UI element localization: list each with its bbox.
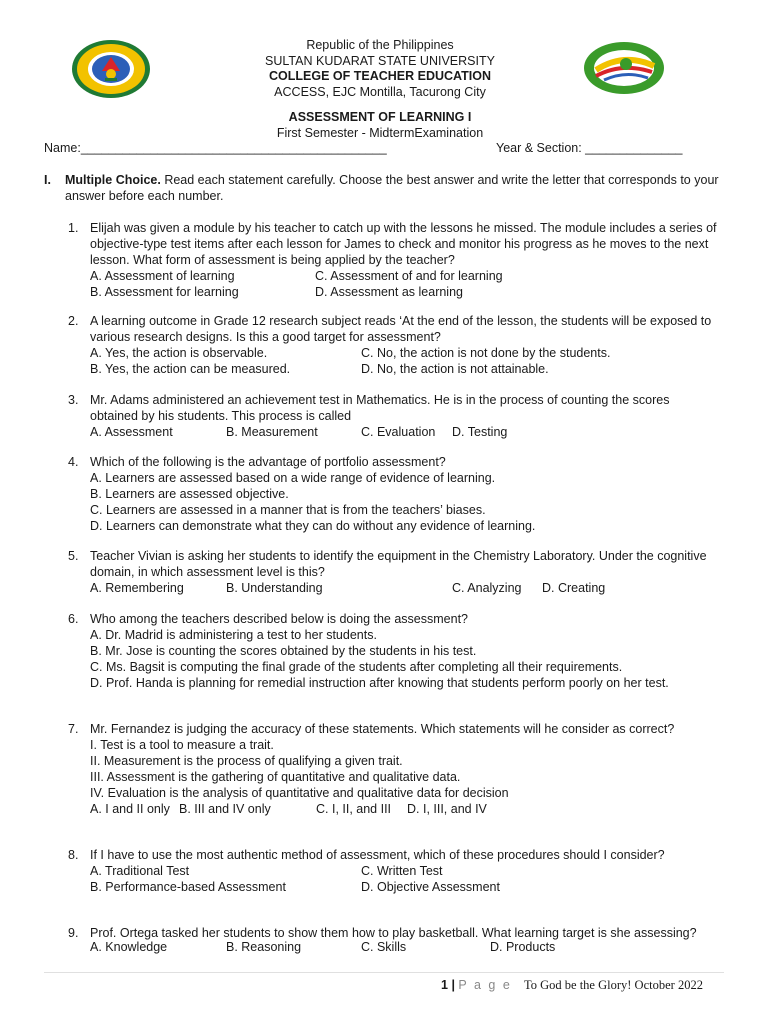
question-stem: If I have to use the most authentic method of assessment, which of these procedures should I consider? bbox=[90, 848, 665, 862]
college-logo bbox=[582, 40, 666, 96]
question-number: 2. bbox=[68, 314, 79, 328]
option-b[interactable]: B. III and IV only bbox=[179, 802, 271, 816]
option-a[interactable]: A. Dr. Madrid is administering a test to her students. bbox=[90, 628, 377, 642]
option-a[interactable]: A. I and II only bbox=[90, 802, 170, 816]
option-b[interactable]: B. Assessment for learning bbox=[90, 285, 239, 299]
question-stem: Prof. Ortega tasked her students to show them how to play basketball. What learning target is she assessing? bbox=[90, 926, 697, 940]
question-stem: Which of the following is the advantage of portfolio assessment? bbox=[90, 455, 446, 469]
statement-2: II. Measurement is the process of qualifying a given trait. bbox=[90, 754, 403, 768]
question-3 bbox=[68, 392, 718, 440]
statement-1: I. Test is a tool to measure a trait. bbox=[90, 738, 274, 752]
option-b[interactable]: B. Mr. Jose is counting the scores obtained by the students in his test. bbox=[90, 644, 477, 658]
option-c[interactable]: C. Ms. Bagsit is computing the final grade of the students after completing all their requirements. bbox=[90, 660, 623, 674]
question-number: 9. bbox=[68, 926, 79, 940]
option-d[interactable]: D. Objective Assessment bbox=[361, 880, 500, 894]
question-number: 6. bbox=[68, 612, 79, 626]
student-info-row bbox=[44, 141, 704, 155]
option-d[interactable]: D. Learners can demonstrate what they can do without any evidence of learning. bbox=[90, 519, 536, 533]
section-heading: Multiple Choice. bbox=[65, 173, 161, 187]
option-a[interactable]: A. Knowledge bbox=[90, 940, 168, 954]
question-stem: Who among the teachers described below is doing the assessment? bbox=[90, 612, 468, 626]
option-b[interactable]: B. Performance-based Assessment bbox=[90, 880, 286, 894]
option-c[interactable]: C. Skills bbox=[361, 940, 407, 954]
option-a[interactable]: A. Yes, the action is observable. bbox=[90, 346, 268, 360]
option-a[interactable]: A. Assessment bbox=[90, 425, 173, 439]
question-number: 4. bbox=[68, 455, 79, 469]
option-b[interactable]: B. Learners are assessed objective. bbox=[90, 487, 289, 501]
section-instructions-text: Read each statement carefully. Choose the best answer and write the letter that corresponds to your answer before each number. bbox=[65, 173, 719, 203]
question-stem: Elijah was given a module by his teacher to catch up with the lessons he missed. The module includes a series of objective-type test items after each lesson for James to check and monitor his progress as he moves to the next lesson. What form of assessment is being applied by the teacher? bbox=[90, 221, 717, 267]
option-d[interactable]: D. Testing bbox=[452, 425, 508, 439]
option-a[interactable]: A. Assessment of learning bbox=[90, 269, 235, 283]
question-1 bbox=[68, 220, 718, 300]
header-college: COLLEGE OF TEACHER EDUCATION bbox=[269, 69, 491, 83]
question-stem: Mr. Fernandez is judging the accuracy of these statements. Which statements will he consider as correct? bbox=[90, 722, 675, 736]
exam-title: ASSESSMENT OF LEARNING I bbox=[288, 110, 472, 124]
section-number: I. bbox=[44, 173, 51, 187]
question-stem: Teacher Vivian is asking her students to identify the equipment in the Chemistry Laboratory. Under the cognitive domain, in which assessment level is this? bbox=[90, 549, 707, 579]
option-d[interactable]: D. I, III, and IV bbox=[407, 802, 487, 816]
question-number: 3. bbox=[68, 393, 79, 407]
question-4 bbox=[68, 454, 718, 534]
option-c[interactable]: C. Evaluation bbox=[361, 425, 436, 439]
question-2 bbox=[68, 313, 718, 377]
year-section-field[interactable]: Year & Section: ______________ bbox=[496, 141, 683, 155]
footer-divider bbox=[44, 972, 724, 973]
question-number: 8. bbox=[68, 848, 79, 862]
name-field[interactable]: Name:____________________________________________ bbox=[44, 141, 387, 155]
option-b[interactable]: B. Yes, the action can be measured. bbox=[90, 362, 291, 376]
page-number: 1 bbox=[441, 978, 448, 992]
page-footer bbox=[441, 978, 741, 992]
option-c[interactable]: C. Learners are assessed in a manner that is from the teachers’ biases. bbox=[90, 503, 486, 517]
question-number: 5. bbox=[68, 549, 79, 563]
exam-subtitle: First Semester - MidtermExamination bbox=[276, 126, 484, 140]
option-a[interactable]: A. Remembering bbox=[90, 581, 184, 595]
option-c[interactable]: C. I, II, and III bbox=[316, 802, 392, 816]
option-a[interactable]: A. Traditional Test bbox=[90, 864, 190, 878]
page-word: P a g e bbox=[458, 978, 512, 992]
option-b[interactable]: B. Reasoning bbox=[226, 940, 302, 954]
option-b[interactable]: B. Understanding bbox=[226, 581, 323, 595]
option-c[interactable]: C. Assessment of and for learning bbox=[315, 269, 503, 283]
option-d[interactable]: D. Prof. Handa is planning for remedial instruction after knowing that students perform poorly on her test. bbox=[90, 676, 669, 690]
option-b[interactable]: B. Measurement bbox=[226, 425, 318, 439]
question-9 bbox=[68, 926, 718, 956]
option-d[interactable]: D. Products bbox=[490, 940, 556, 954]
option-c[interactable]: C. Analyzing bbox=[452, 581, 522, 595]
university-seal-logo bbox=[70, 38, 152, 100]
option-c[interactable]: C. Written Test bbox=[361, 864, 443, 878]
footer-motto: To God be the Glory! October 2022 bbox=[524, 978, 703, 992]
section-instructions bbox=[44, 172, 724, 204]
option-d[interactable]: D. Assessment as learning bbox=[315, 285, 463, 299]
option-a[interactable]: A. Learners are assessed based on a wide range of evidence of learning. bbox=[90, 471, 496, 485]
question-7 bbox=[68, 721, 718, 817]
exam-title-block bbox=[180, 109, 580, 141]
header-address: ACCESS, EJC Montilla, Tacurong City bbox=[274, 84, 486, 99]
question-number: 7. bbox=[68, 722, 79, 736]
statement-3: III. Assessment is the gathering of quantitative and qualitative data. bbox=[90, 770, 461, 784]
statement-4: IV. Evaluation is the analysis of quantitative and qualitative data for decision bbox=[90, 786, 509, 800]
school-header bbox=[180, 38, 580, 100]
option-d[interactable]: D. Creating bbox=[542, 581, 606, 595]
question-8 bbox=[68, 847, 718, 895]
option-c[interactable]: C. No, the action is not done by the students. bbox=[361, 346, 611, 360]
page-separator: | bbox=[451, 978, 455, 992]
header-university: SULTAN KUDARAT STATE UNIVERSITY bbox=[265, 53, 495, 68]
question-stem: A learning outcome in Grade 12 research subject reads ‘At the end of the lesson, the students will be exposed to various research designs. Is this a good target for assessment? bbox=[90, 314, 712, 344]
header-republic: Republic of the Philippines bbox=[306, 38, 454, 52]
question-stem: Mr. Adams administered an achievement test in Mathematics. He is in the process of counting the scores obtained by his students. This process is called bbox=[90, 393, 670, 423]
question-5 bbox=[68, 548, 718, 596]
option-d[interactable]: D. No, the action is not attainable. bbox=[361, 362, 549, 376]
question-6 bbox=[68, 611, 718, 691]
question-number: 1. bbox=[68, 221, 79, 235]
